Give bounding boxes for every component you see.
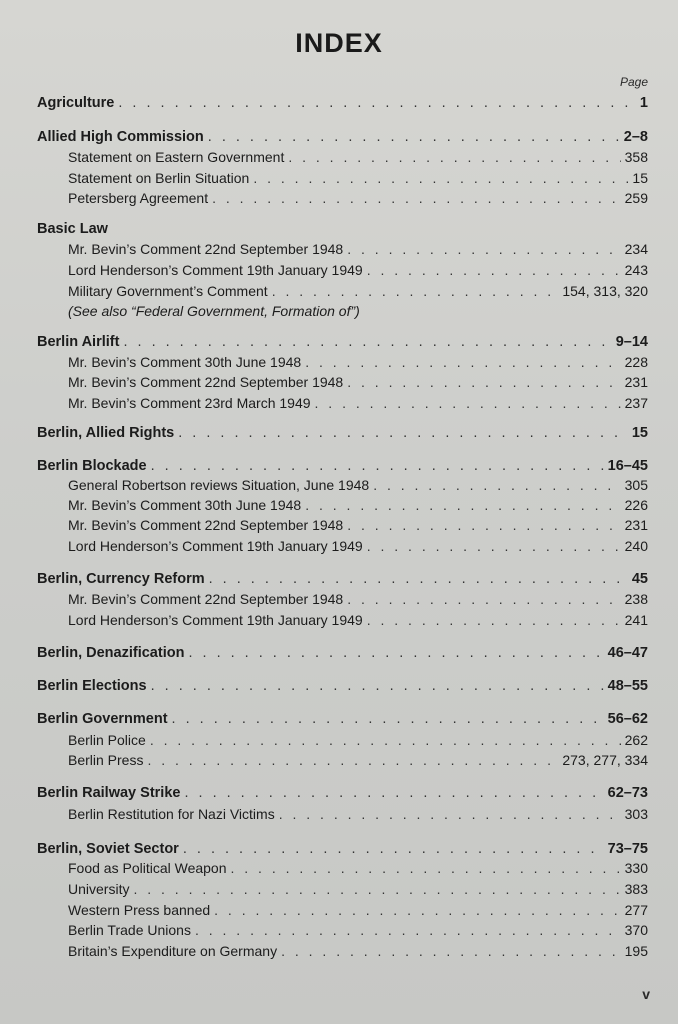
entry-label: Britain’s Expenditure on Germany <box>68 943 278 959</box>
entry-label: Berlin Police <box>68 732 146 748</box>
dot-leader <box>347 590 620 608</box>
index-subentry <box>68 516 648 534</box>
index-subentry <box>68 751 648 769</box>
index-subentry <box>68 373 648 391</box>
entry-page-number: 2–8 <box>623 129 648 145</box>
entry-page-number: 45 <box>631 571 648 587</box>
entry-label: Food as Political Weapon <box>68 860 227 876</box>
index-subentry <box>68 731 648 749</box>
dot-leader <box>133 880 620 898</box>
index-subentry <box>68 921 648 939</box>
index-subentry <box>68 496 648 514</box>
index-subentry <box>68 537 648 555</box>
entry-page-number: 303 <box>624 806 648 822</box>
entry-page-number: 73–75 <box>607 841 648 857</box>
entry-label: Statement on Berlin Situation <box>68 170 250 186</box>
entry-label: Berlin Airlift <box>37 334 120 350</box>
entry-label: Berlin, Allied Rights <box>37 425 175 441</box>
dot-leader <box>315 394 621 412</box>
entry-page-number: 16–45 <box>607 458 648 474</box>
index-heading <box>37 128 648 146</box>
index-note <box>68 302 648 320</box>
index-subentry <box>68 476 648 494</box>
entry-page-number: 237 <box>624 395 648 411</box>
entry-page-number: 228 <box>624 354 648 370</box>
entry-page-number: 330 <box>624 860 648 876</box>
index-subentry <box>68 394 648 412</box>
index-subentry <box>68 805 648 823</box>
entry-label: Petersberg Agreement <box>68 190 209 206</box>
entry-page-number: 48–55 <box>607 678 648 694</box>
dot-leader <box>150 731 621 749</box>
dot-leader <box>288 148 620 166</box>
index-heading <box>37 840 648 858</box>
index-heading <box>37 457 648 475</box>
entry-page-number: 305 <box>624 477 648 493</box>
index-heading <box>37 644 648 662</box>
entry-page-number: 241 <box>624 612 648 628</box>
entry-label: Berlin, Denazification <box>37 645 185 661</box>
dot-leader <box>172 710 604 728</box>
entry-label: University <box>68 881 130 897</box>
dot-leader <box>208 128 620 146</box>
entry-page-number: 370 <box>624 922 648 938</box>
index-heading <box>37 333 648 351</box>
entry-label: Allied High Commission <box>37 129 204 145</box>
index-subentry <box>68 261 648 279</box>
index-subentry <box>68 169 648 187</box>
index-subentry <box>68 282 648 300</box>
dot-leader <box>123 333 611 351</box>
dot-leader <box>373 476 620 494</box>
dot-leader <box>367 537 621 555</box>
dot-leader <box>147 751 558 769</box>
dot-leader <box>214 901 620 919</box>
index-heading <box>37 220 648 238</box>
dot-leader <box>272 282 559 300</box>
dot-leader <box>151 677 604 695</box>
entry-page-number: 1 <box>639 95 648 111</box>
entry-label: Military Government’s Comment <box>68 283 268 299</box>
entry-page-number: 46–47 <box>607 645 648 661</box>
dot-leader <box>347 373 620 391</box>
entry-label: Mr. Bevin’s Comment 22nd September 1948 <box>68 241 344 257</box>
index-subentry <box>68 590 648 608</box>
page-column-label: Page <box>619 75 648 89</box>
entry-page-number: 15 <box>632 170 648 186</box>
entry-page-number: 273, 277, 334 <box>562 752 648 768</box>
entry-page-number: 15 <box>631 425 648 441</box>
dot-leader <box>367 261 621 279</box>
dot-leader <box>231 859 621 877</box>
entry-label: Mr. Bevin’s Comment 22nd September 1948 <box>68 517 344 533</box>
index-subentry <box>68 942 648 960</box>
entry-label: Lord Henderson’s Comment 19th January 1949 <box>68 262 363 278</box>
entry-label: Berlin Trade Unions <box>68 922 191 938</box>
dot-leader <box>178 424 628 442</box>
index-subentry <box>68 880 648 898</box>
entry-label: Berlin Government <box>37 711 168 727</box>
entry-label: Mr. Bevin’s Comment 30th June 1948 <box>68 354 302 370</box>
index-heading <box>37 94 648 112</box>
entry-label: Berlin Press <box>68 752 144 768</box>
entry-label: Berlin Restitution for Nazi Victims <box>68 806 275 822</box>
entry-page-number: 154, 313, 320 <box>562 283 648 299</box>
dot-leader <box>347 240 620 258</box>
entry-page-number: 234 <box>624 241 648 257</box>
dot-leader <box>118 94 636 112</box>
index-subentry <box>68 353 648 371</box>
index-subentry <box>68 859 648 877</box>
index-heading <box>37 677 648 695</box>
dot-leader <box>151 457 604 475</box>
dot-leader <box>367 611 621 629</box>
entry-page-number: 277 <box>624 902 648 918</box>
index-subentry <box>68 611 648 629</box>
entry-page-number: 231 <box>624 517 648 533</box>
page-folio: v <box>642 986 650 1002</box>
entry-page-number: 62–73 <box>607 785 648 801</box>
entry-label: Mr. Bevin’s Comment 23rd March 1949 <box>68 395 311 411</box>
dot-leader <box>183 840 604 858</box>
dot-leader <box>212 189 621 207</box>
index-heading <box>37 710 648 728</box>
entry-label: Mr. Bevin’s Comment 22nd September 1948 <box>68 591 344 607</box>
dot-leader <box>195 921 621 939</box>
entry-page-number: 383 <box>624 881 648 897</box>
entry-label: Lord Henderson’s Comment 19th January 1949 <box>68 612 363 628</box>
entry-page-number: 226 <box>624 497 648 513</box>
dot-leader <box>347 516 620 534</box>
entry-page-number: 240 <box>624 538 648 554</box>
index-subentry <box>68 148 648 166</box>
entry-page-number: 243 <box>624 262 648 278</box>
dot-leader <box>184 784 603 802</box>
entry-label: Berlin Elections <box>37 678 147 694</box>
page-title: INDEX <box>295 28 383 58</box>
index-heading <box>37 784 648 802</box>
entry-page-number: 195 <box>624 943 648 959</box>
index-subentry <box>68 240 648 258</box>
entry-label: Western Press banned <box>68 902 211 918</box>
dot-leader <box>209 570 628 588</box>
entry-label: Agriculture <box>37 95 115 111</box>
entry-label: General Robertson reviews Situation, June 1948 <box>68 477 370 493</box>
entry-page-number: 358 <box>624 149 648 165</box>
index-subentry <box>68 901 648 919</box>
entry-label: Basic Law <box>37 221 108 237</box>
entry-label: Mr. Bevin’s Comment 30th June 1948 <box>68 497 302 513</box>
entry-page-number: 231 <box>624 374 648 390</box>
entry-label: Berlin, Soviet Sector <box>37 841 179 857</box>
dot-leader <box>188 644 603 662</box>
entry-page-number: 56–62 <box>607 711 648 727</box>
entry-label: Berlin Railway Strike <box>37 785 181 801</box>
index-heading <box>37 570 648 588</box>
entry-label: Berlin Blockade <box>37 458 147 474</box>
entry-label: (See also “Federal Government, Formation of”) <box>68 303 360 319</box>
dot-leader <box>281 942 621 960</box>
entry-label: Mr. Bevin’s Comment 22nd September 1948 <box>68 374 344 390</box>
entry-label: Berlin, Currency Reform <box>37 571 205 587</box>
entry-page-number: 238 <box>624 591 648 607</box>
entry-page-number: 259 <box>624 190 648 206</box>
entry-label: Lord Henderson’s Comment 19th January 1949 <box>68 538 363 554</box>
dot-leader <box>305 496 620 514</box>
dot-leader <box>253 169 628 187</box>
entry-label: Statement on Eastern Government <box>68 149 285 165</box>
dot-leader <box>305 353 620 371</box>
entry-page-number: 9–14 <box>615 334 648 350</box>
index-heading <box>37 424 648 442</box>
dot-leader <box>279 805 621 823</box>
entry-page-number: 262 <box>624 732 648 748</box>
index-subentry <box>68 189 648 207</box>
